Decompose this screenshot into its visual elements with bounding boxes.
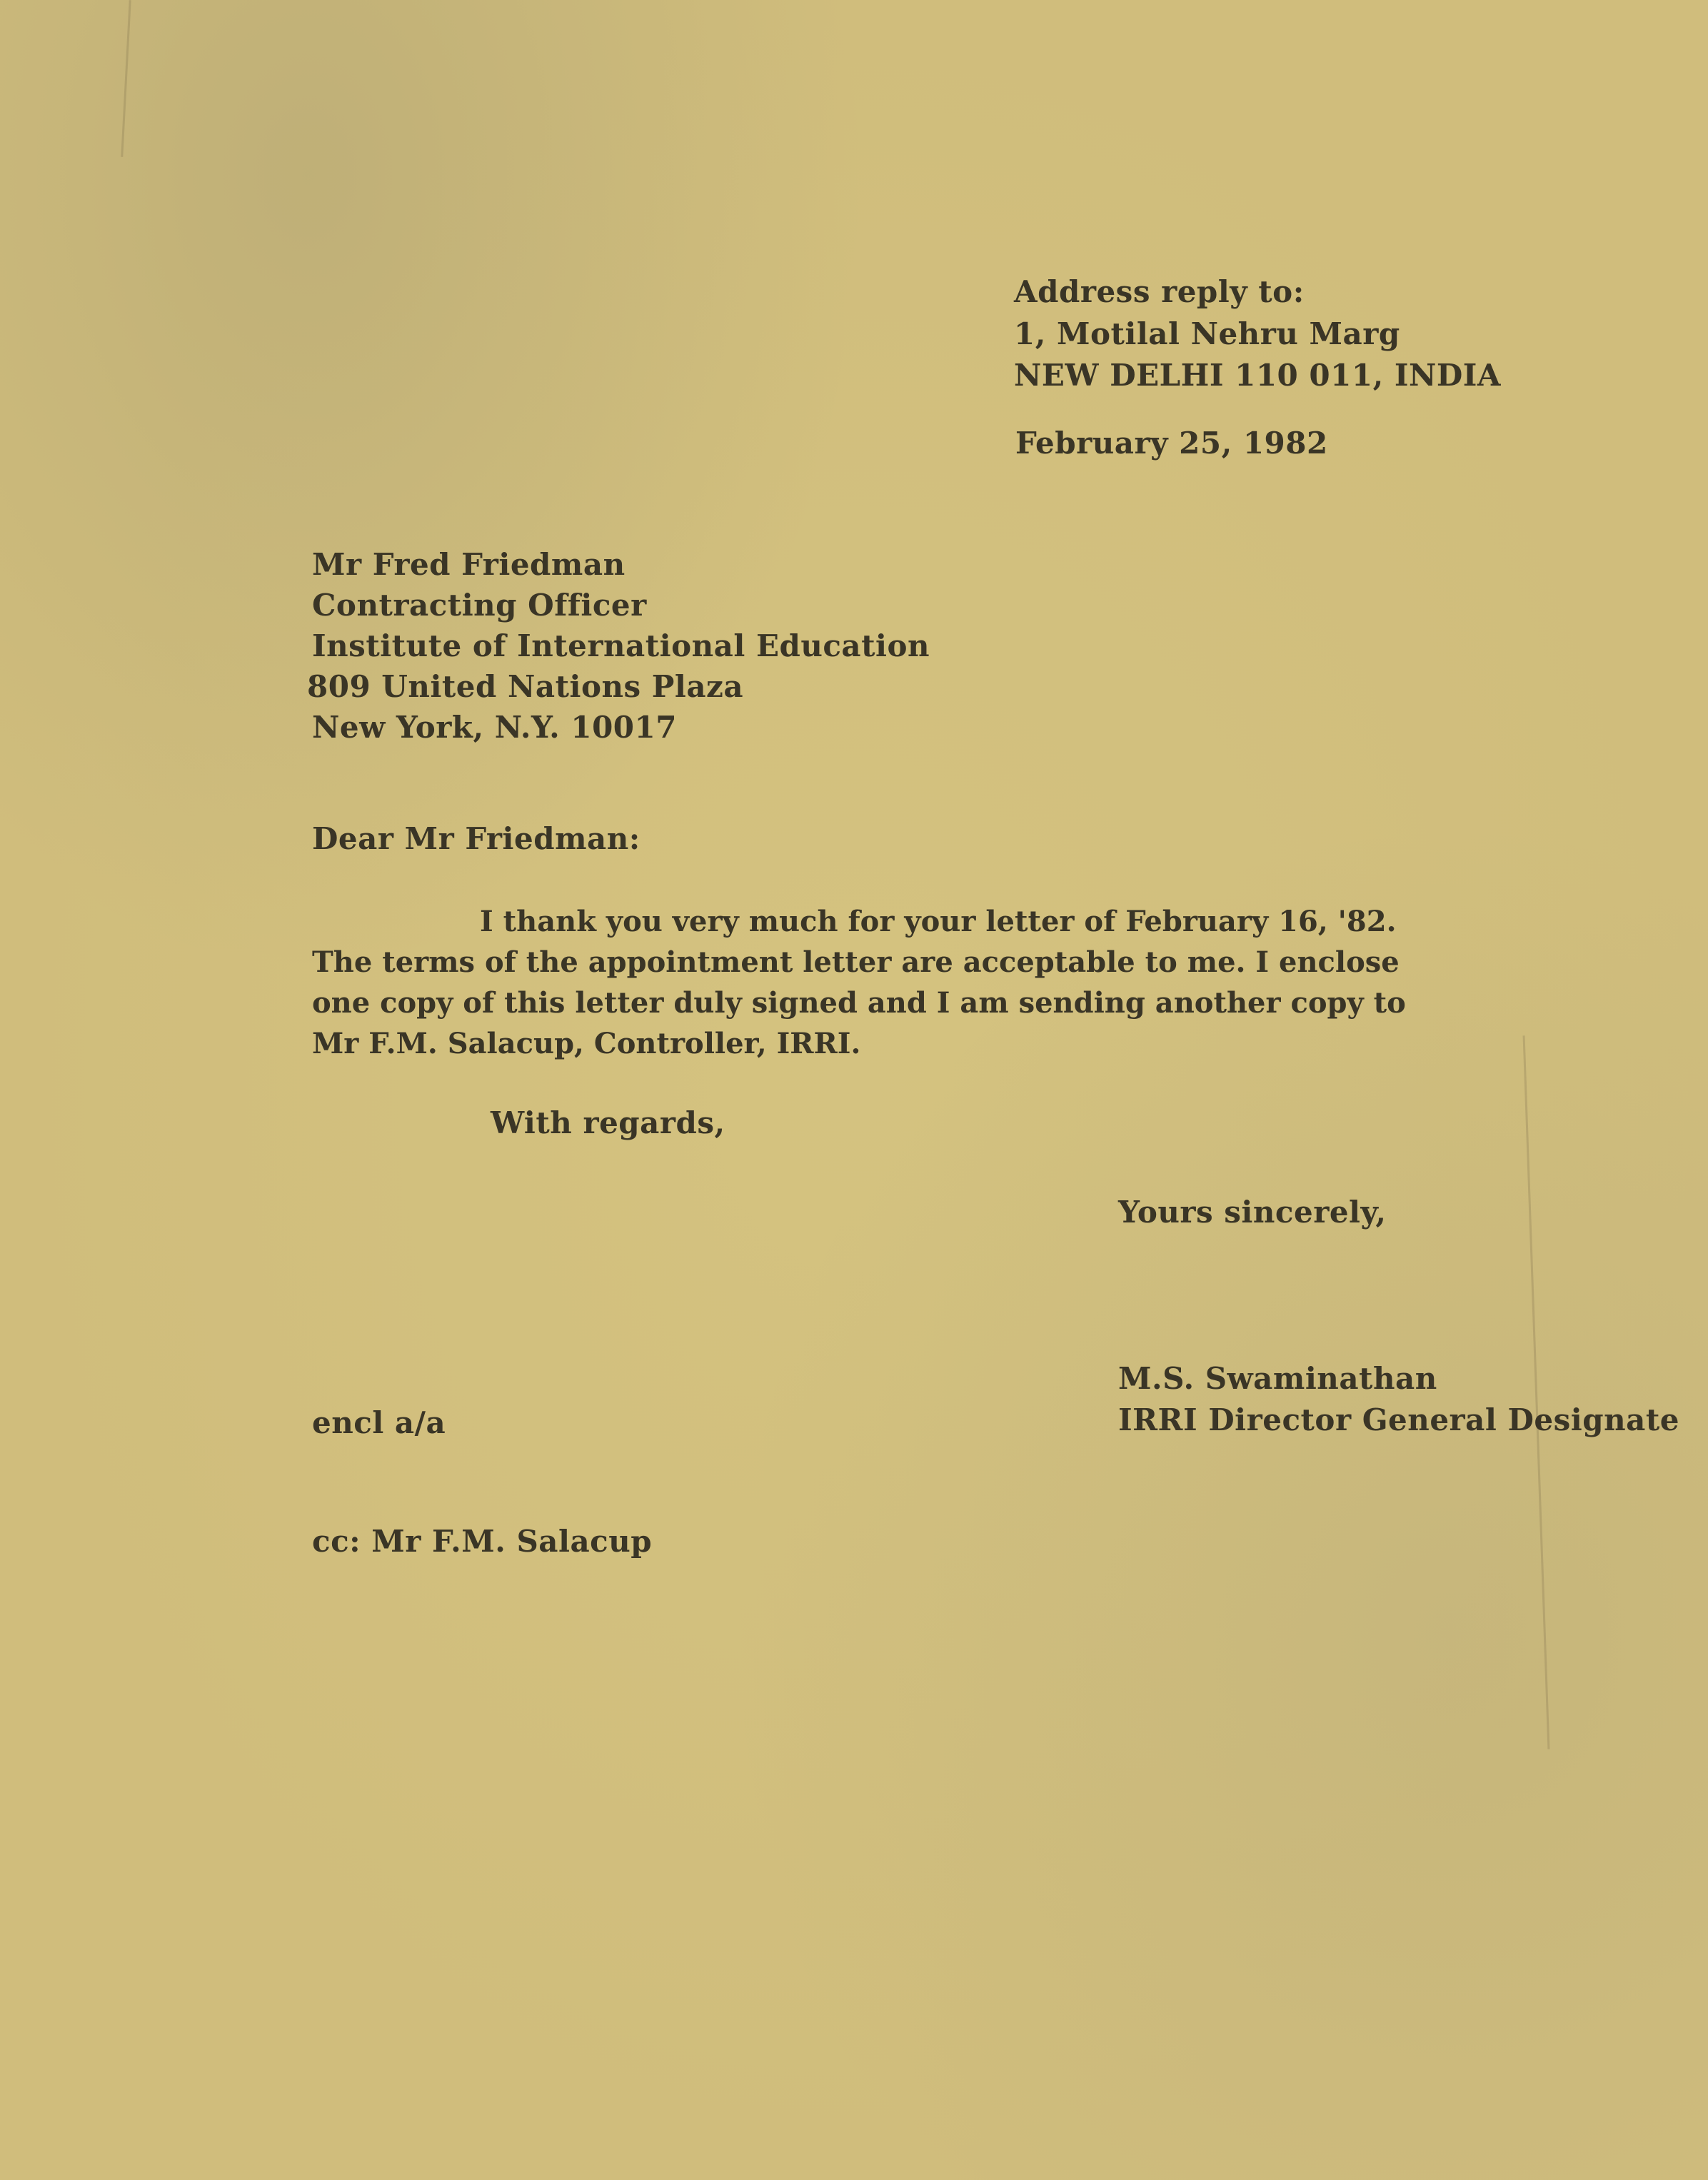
reply-address-label: Address reply to:	[1014, 274, 1305, 309]
paper-crease	[121, 0, 131, 157]
cc-note: cc: Mr F.M. Salacup	[312, 1524, 653, 1559]
signature-name: M.S. Swaminathan	[1118, 1361, 1437, 1396]
recipient-title: Contracting Officer	[312, 588, 647, 623]
letter-date: February 25, 1982	[1015, 426, 1328, 461]
body-line: Mr F.M. Salacup, Controller, IRRI.	[312, 1027, 861, 1060]
body-line: one copy of this letter duly signed and I am sending another copy to	[312, 986, 1406, 1020]
body-line: The terms of the appointment letter are acceptable to me. I enclose	[312, 945, 1400, 979]
recipient-name: Mr Fred Friedman	[312, 547, 626, 582]
body-paragraph	[312, 901, 1583, 1064]
signature-title: IRRI Director General Designate	[1118, 1402, 1679, 1437]
recipient-organization: Institute of International Education	[312, 628, 930, 663]
regards: With regards,	[491, 1105, 725, 1140]
paper-crease	[1523, 1035, 1550, 1749]
recipient-street: 809 United Nations Plaza	[307, 669, 744, 704]
reply-address-line1: 1, Motilal Nehru Marg	[1014, 316, 1400, 351]
closing: Yours sincerely,	[1118, 1195, 1387, 1230]
recipient-city: New York, N.Y. 10017	[312, 710, 677, 745]
enclosure-note: encl a/a	[312, 1405, 446, 1440]
reply-address-line2: NEW DELHI 110 011, INDIA	[1014, 358, 1502, 393]
body-line: I thank you very much for your letter of February 16, '82.	[480, 905, 1397, 938]
salutation: Dear Mr Friedman:	[312, 821, 640, 856]
